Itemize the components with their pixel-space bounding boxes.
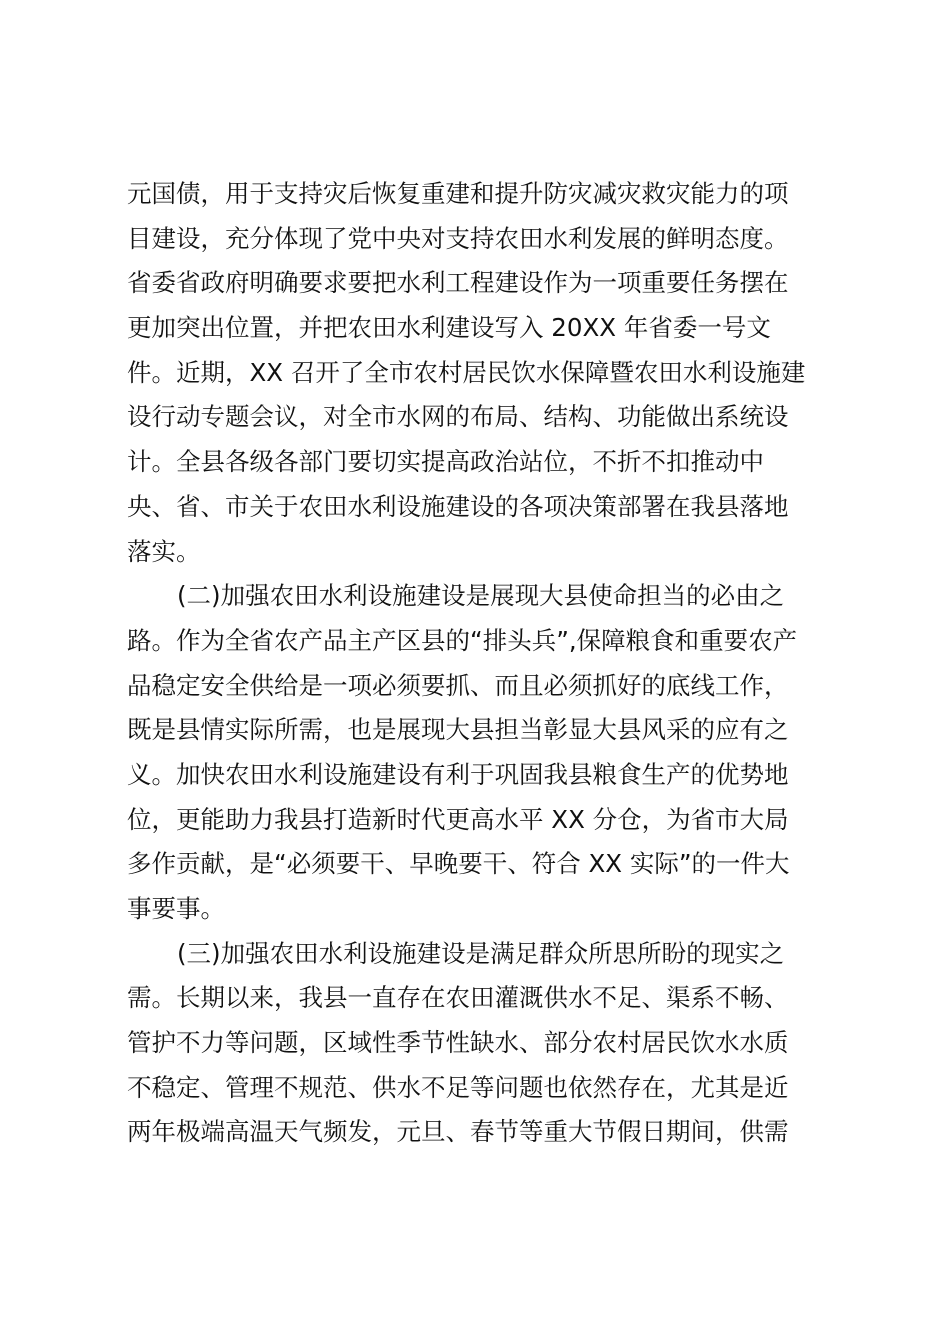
text-line: 不稳定、管理不规范、供水不足等问题也依然存在，尤其是近 [127, 1072, 789, 1102]
text-line: 更加突出位置，并把农田水利建设写入 20XX 年省委一号文 [127, 313, 771, 343]
paragraph-3 [127, 932, 827, 1155]
text-line: 目建设，充分体现了党中央对支持农田水利发展的鲜明态度。 [127, 223, 789, 253]
text-line: 路。作为全省农产品主产区县的“排头兵”,保障粮食和重要农产 [127, 625, 798, 655]
text-line: (三)加强农田水利设施建设是满足群众所思所盼的现实之 [177, 938, 785, 968]
text-line: 落实。 [127, 536, 201, 566]
text-line: 需。长期以来，我县一直存在农田灌溉供水不足、渠系不畅、 [127, 983, 789, 1013]
text-line: 元国债，用于支持灾后恢复重建和提升防灾减灾救灾能力的项 [127, 179, 789, 208]
text-line: 义。加快农田水利设施建设有利于巩固我县粮食生产的优势地 [127, 759, 789, 789]
text-line: 两年极端高温天气频发，元旦、春节等重大节假日期间，供需 [127, 1117, 789, 1147]
text-line: 事要事。 [127, 894, 225, 923]
text-line: 位，更能助力我县打造新时代更高水平 XX 分仓，为省市大局 [127, 804, 789, 834]
text-line: 省委省政府明确要求要把水利工程建设作为一项重要任务摆在 [127, 268, 789, 298]
text-line: 既是县情实际所需，也是展现大县担当彰显大县风采的应有之 [127, 715, 789, 745]
paragraph-1 [127, 172, 827, 574]
text-line: (二)加强农田水利设施建设是展现大县使命担当的必由之 [177, 581, 785, 611]
paragraph-2 [127, 574, 827, 932]
text-line: 计。全县各级各部门要切实提高政治站位，不折不扣推动中 [127, 447, 764, 477]
text-line: 管护不力等问题，区域性季节性缺水、部分农村居民饮水水质 [127, 1028, 789, 1058]
body-text [127, 172, 827, 1155]
text-line: 品稳定安全供给是一项必须要抓、而且必须抓好的底线工作， [127, 670, 789, 700]
text-line: 件。近期，XX 召开了全市农村居民饮水保障暨农田水利设施建 [127, 357, 806, 387]
text-line: 设行动专题会议，对全市水网的布局、结构、功能做出系统设 [127, 402, 789, 432]
text-line: 多作贡献，是“必须要干、早晚要干、符合 XX 实际”的一件大 [127, 849, 790, 879]
text-line: 央、省、市关于农田水利设施建设的各项决策部署在我县落地 [127, 491, 789, 521]
